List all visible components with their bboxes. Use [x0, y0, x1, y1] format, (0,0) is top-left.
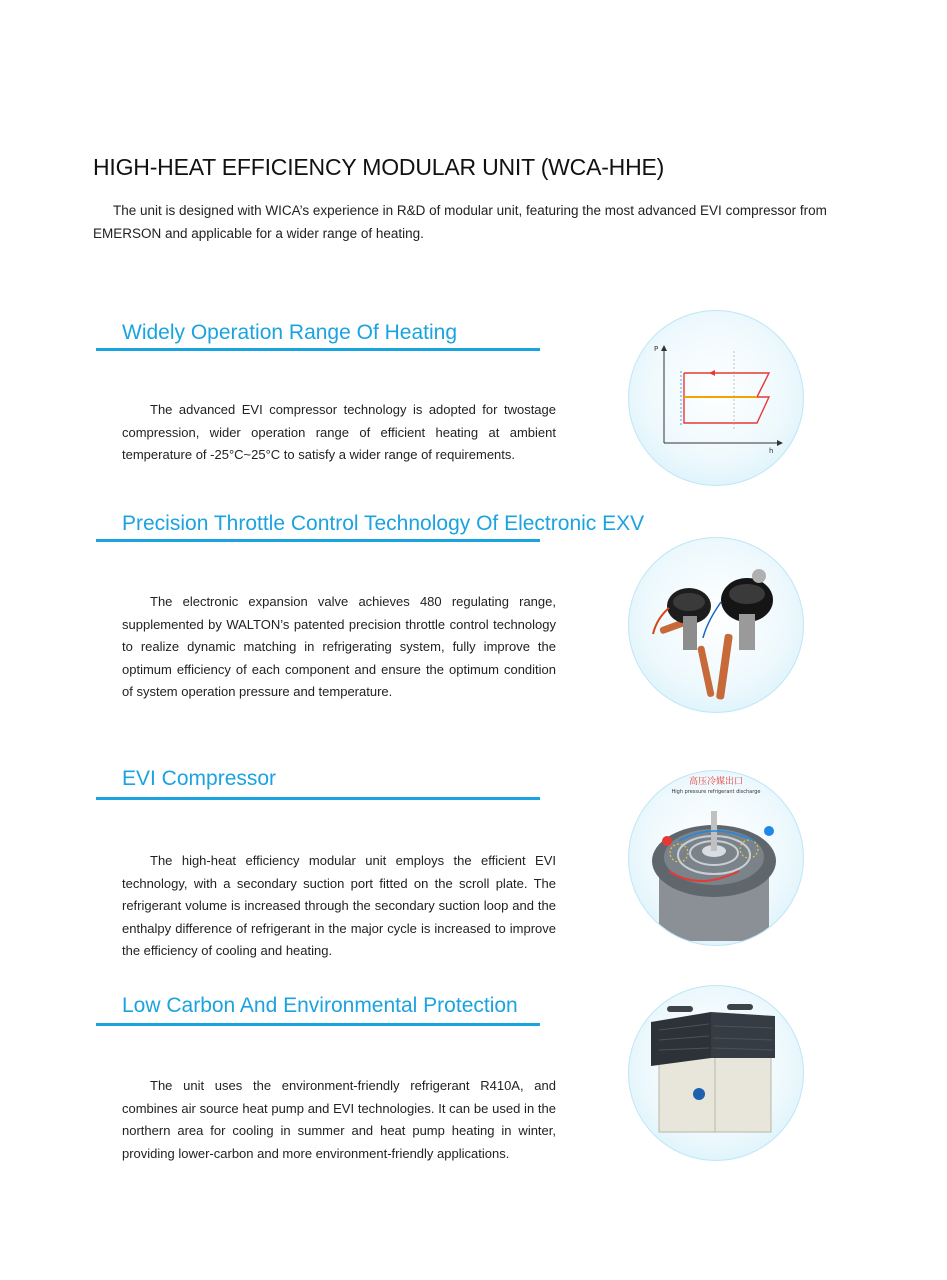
section-underline	[96, 797, 540, 800]
section-heading-throttle-control: Precision Throttle Control Technology Of Electronic EXV	[122, 512, 645, 535]
section-underline	[96, 1023, 540, 1026]
axis-y-label: P	[654, 345, 659, 353]
page-title: HIGH-HEAT EFFICIENCY MODULAR UNIT (WCA-HHE)	[93, 154, 665, 180]
axis-x-label: h	[769, 447, 774, 455]
compressor-label-cn: 高压冷媒出口	[688, 777, 744, 787]
section-body-throttle-control: The electronic expansion valve achieves 480 regulating range, supplemented by WALTON’s patented precision throttle control technology to realize dynamic matching in refrigerating system, fully improve the optimum efficiency of each component and ensure the optimum condition of system operation pressure and temperature.	[122, 594, 556, 699]
intro-paragraph: The unit is designed with WICA’s experience in R&D of modular unit, featuring the most advanced EVI compressor from EMERSON and applicable for a wider range of heating.	[93, 203, 827, 241]
section-heading-operation-range: Widely Operation Range Of Heating	[122, 321, 458, 344]
evi-compressor-icon	[628, 770, 804, 946]
compressor-label-en: High pressure refrigerant discharge	[671, 789, 761, 795]
section-body-evi-compressor: The high-heat efficiency modular unit employs the efficient EVI technology, with a secondary suction port fitted on the scroll plate. The refrigerant volume is increased through the secondary suction loop and the enthalpy difference of refrigerant in the major cycle is increased to improve the efficiency of cooling and heating.	[122, 853, 556, 958]
modular-unit-icon	[628, 985, 804, 1161]
section-underline	[96, 348, 540, 351]
pressure-enthalpy-diagram-icon	[628, 310, 804, 486]
section-heading-evi-compressor: EVI Compressor	[122, 767, 277, 790]
section-underline	[96, 539, 540, 542]
expansion-valve-icon	[628, 537, 804, 713]
section-body-operation-range: The advanced EVI compressor technology is adopted for twostage compression, wider operation range of efficient heating at ambient temperature of -25°C~25°C to satisfy a wider range of requirements.	[122, 402, 556, 462]
section-heading-low-carbon: Low Carbon And Environmental Protection	[122, 994, 518, 1017]
section-body-low-carbon: The unit uses the environment-friendly refrigerant R410A, and combines air source heat pump and EVI technologies. It can be used in the northern area for cooling in summer and heat pump heating in winter, providing lower-carbon and more environment-friendly applications.	[122, 1078, 556, 1161]
